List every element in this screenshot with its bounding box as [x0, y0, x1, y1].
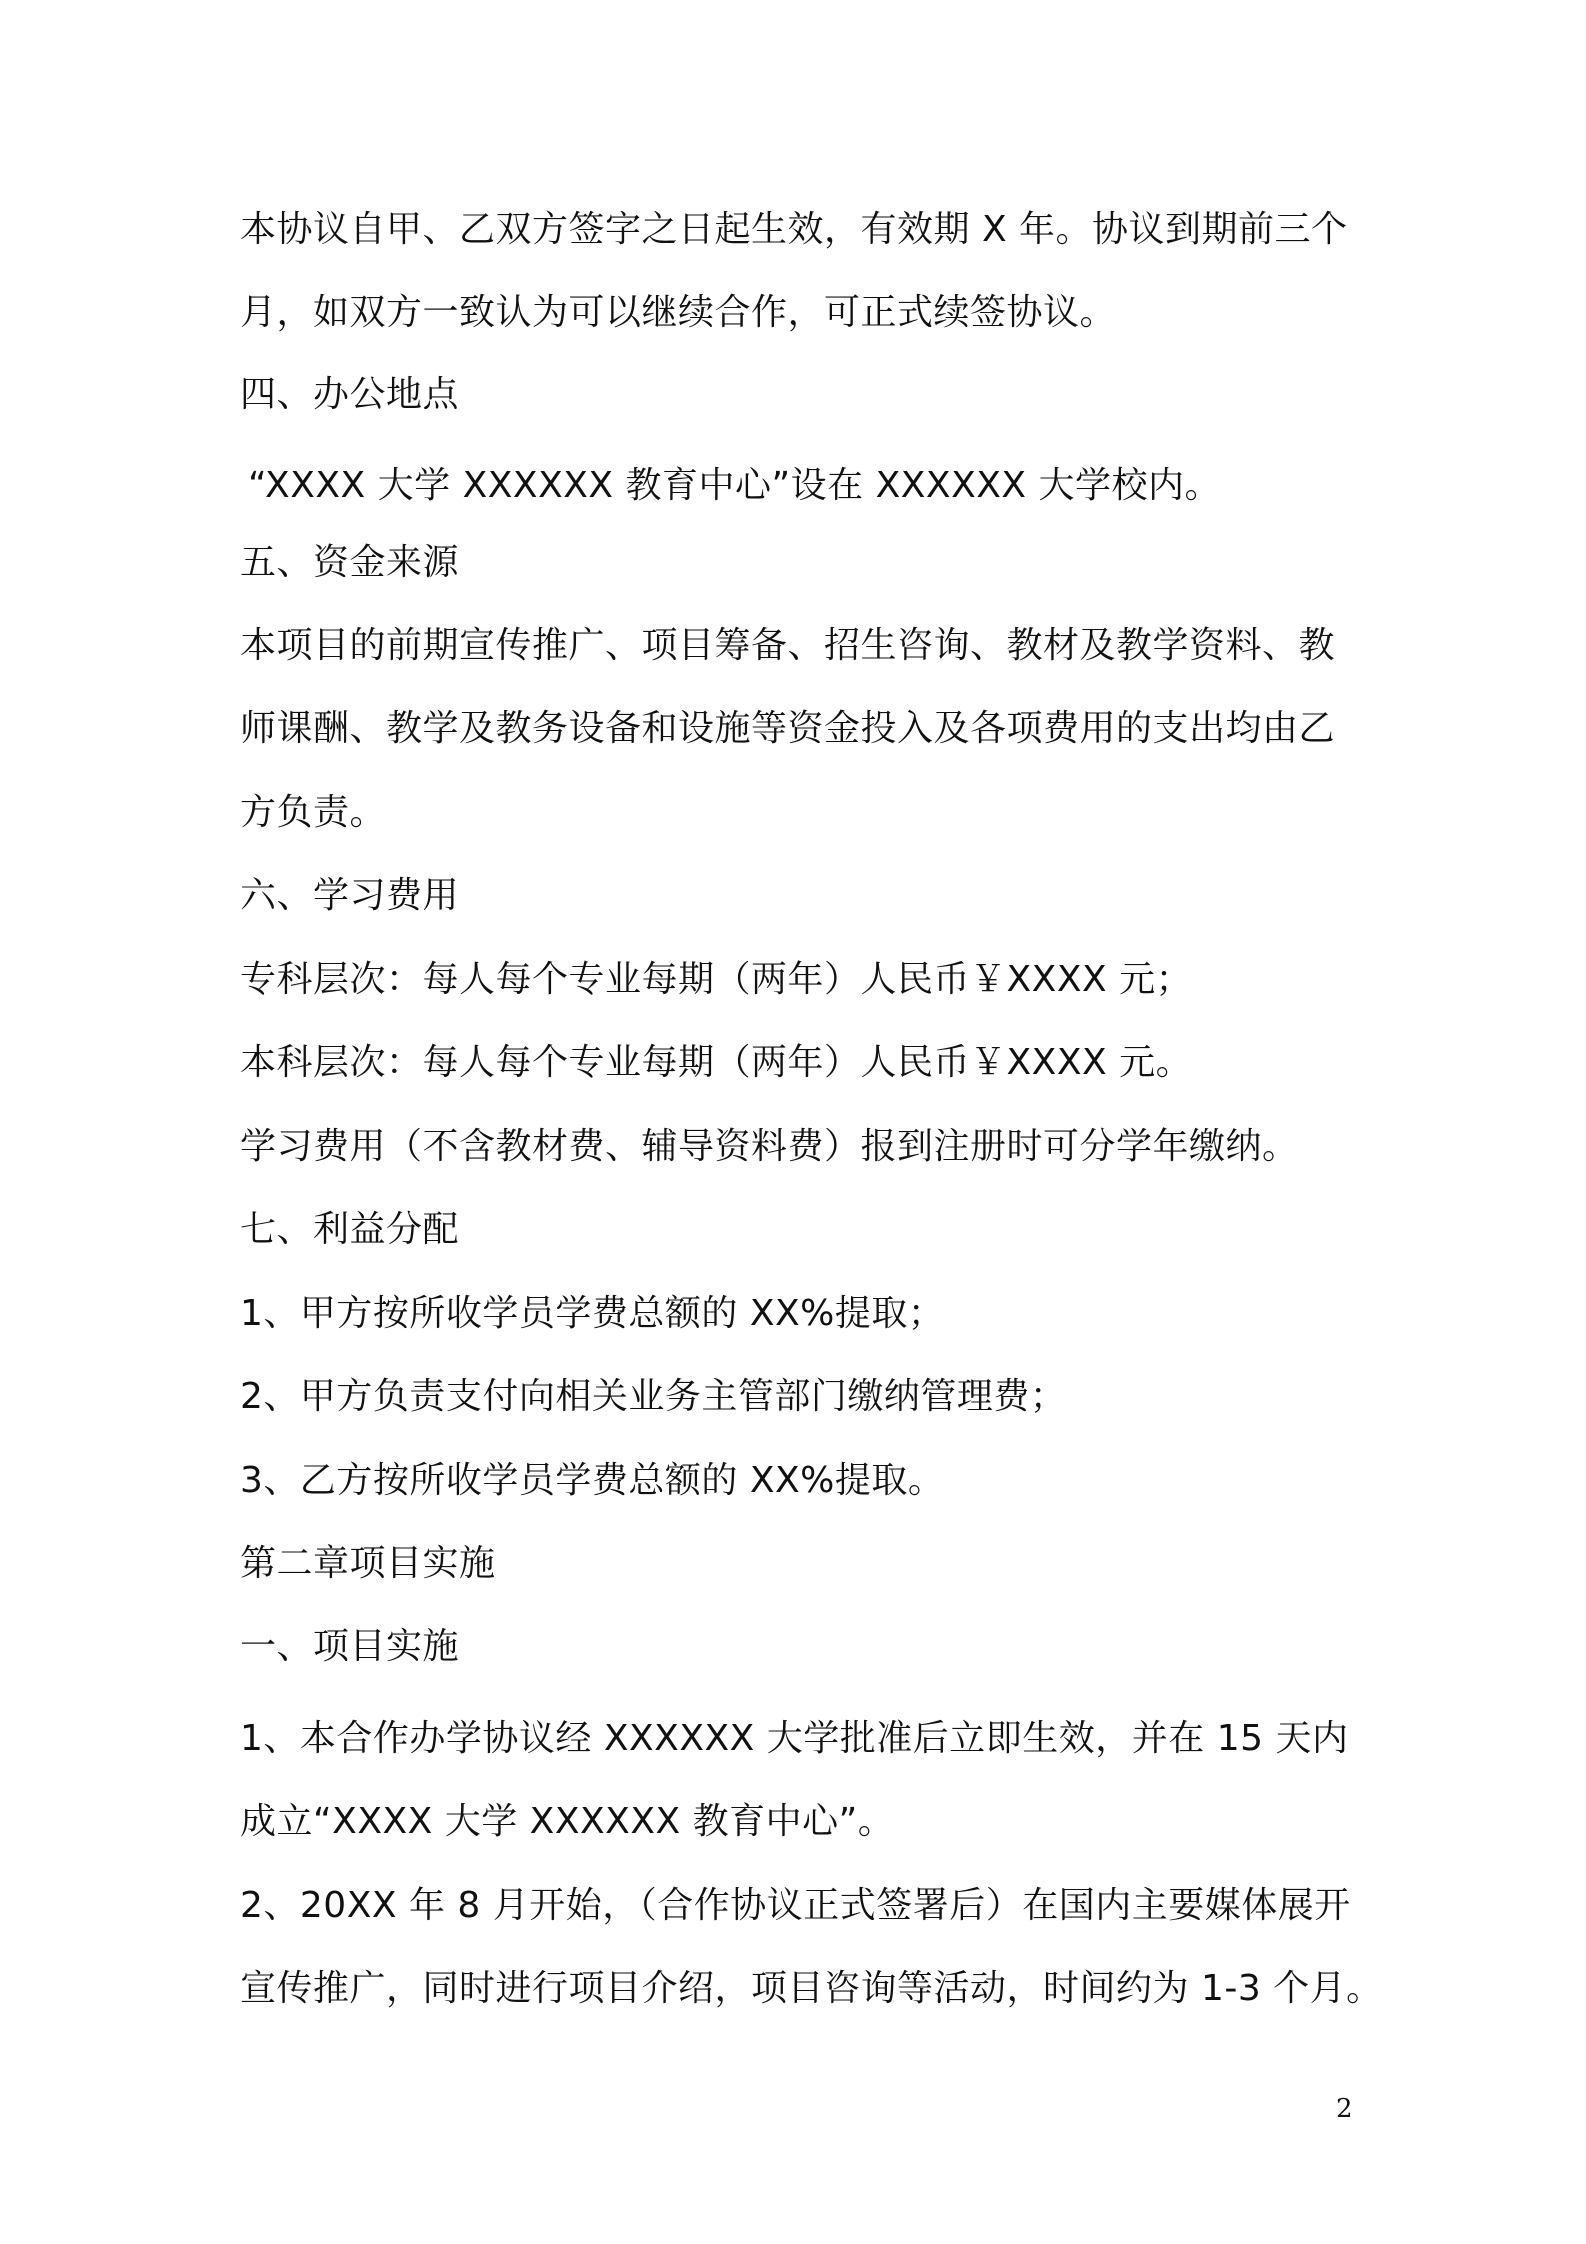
list-item-party-a-share: 1、甲方按所收学员学费总额的 XX%提取； [240, 1293, 945, 1334]
paragraph-validity-line-2: 月，如双方一致认为可以继续合作，可正式续签协议。 [240, 292, 1117, 333]
heading-funding-source: 五、资金来源 [240, 542, 460, 583]
list-item-implementation-2-line-2: 宣传推广，同时进行项目介绍，项目咨询等活动，时间约为 1-3 个月。 [240, 1968, 1383, 2009]
heading-office-location: 四、办公地点 [240, 374, 460, 415]
paragraph-funding-line-3: 方负责。 [240, 792, 387, 833]
list-item-party-b-share: 3、乙方按所收学员学费总额的 XX%提取。 [240, 1460, 945, 1501]
paragraph-tuition-payment: 学习费用（不含教材费、辅导资料费）报到注册时可分学年缴纳。 [240, 1126, 1299, 1167]
heading-profit-distribution: 七、利益分配 [240, 1209, 460, 1250]
paragraph-funding-line-1: 本项目的前期宣传推广、项目筹备、招生咨询、教材及教学资料、教 [240, 625, 1336, 666]
chapter-title-implementation: 第二章项目实施 [240, 1543, 496, 1584]
paragraph-funding-line-2: 师课酬、教学及教务设备和设施等资金投入及各项费用的支出均由乙 [240, 708, 1336, 749]
paragraph-office-location: “XXXX 大学 XXXXXX 教育中心”设在 XXXXXX 大学校内。 [248, 465, 1222, 506]
page-number: 2 [1336, 2094, 1353, 2124]
paragraph-tuition-undergraduate: 本科层次：每人每个专业每期（两年）人民币￥XXXX 元。 [240, 1042, 1193, 1083]
list-item-implementation-1-line-2: 成立“XXXX 大学 XXXXXX 教育中心”。 [240, 1801, 895, 1842]
list-item-implementation-2-line-1: 2、20XX 年 8 月开始，（合作协议正式签署后）在国内主要媒体展开 [240, 1885, 1351, 1926]
paragraph-validity-line-1: 本协议自甲、乙双方签字之日起生效，有效期 X 年。协议到期前三个 [240, 209, 1348, 250]
paragraph-tuition-junior-college: 专科层次：每人每个专业每期（两年）人民币￥XXXX 元； [240, 959, 1193, 1000]
heading-project-implementation: 一、项目实施 [240, 1626, 460, 1667]
list-item-party-a-management-fee: 2、甲方负责支付向相关业务主管部门缴纳管理费； [240, 1376, 1067, 1417]
heading-tuition: 六、学习费用 [240, 875, 460, 916]
list-item-implementation-1-line-1: 1、本合作办学协议经 XXXXXX 大学批准后立即生效，并在 15 天内 [240, 1718, 1349, 1759]
